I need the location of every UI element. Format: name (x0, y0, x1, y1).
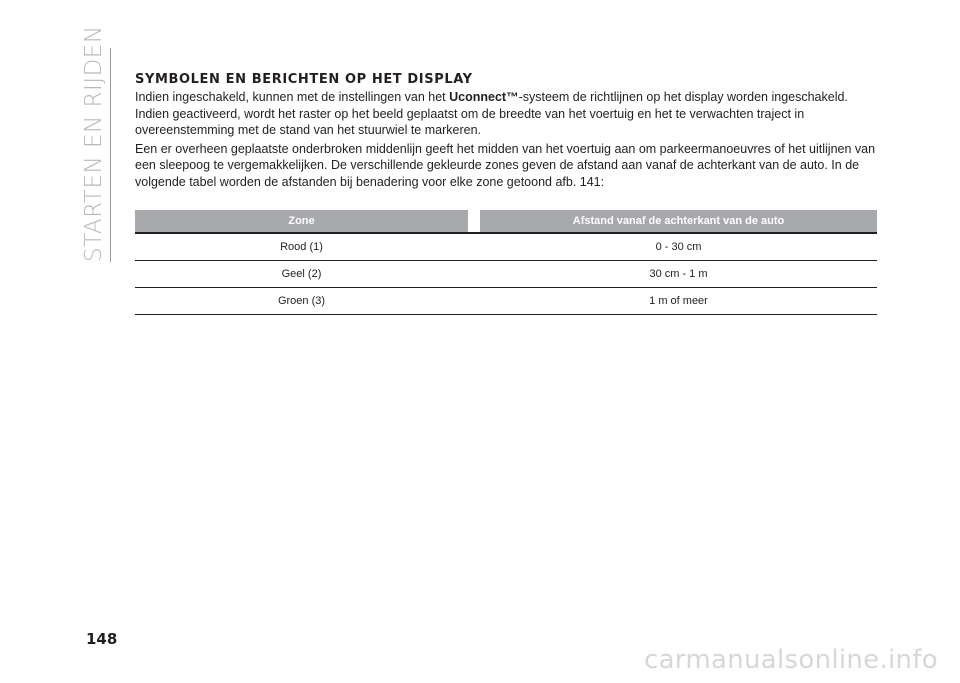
cell-gap (468, 261, 480, 288)
cell-gap (468, 233, 480, 261)
paragraph-1-text-b: -systeem de richtlijnen op het display worden ingeschakeld. Indien geactiveerd, wordt het raster op het beeld geplaatst om de breedte van het voertuig en het te verwachten traject in overeenstemming met de stand van het stuurwiel te markeren. (135, 90, 848, 137)
cell-zone: Rood (1) (135, 233, 468, 261)
cell-zone: Geel (2) (135, 261, 468, 288)
cell-gap (468, 288, 480, 315)
chapter-divider (110, 48, 111, 262)
section-heading: SYMBOLEN EN BERICHTEN OP HET DISPLAY (135, 72, 473, 87)
uconnect-brand: Uconnect™ (449, 90, 519, 104)
header-gap (468, 210, 480, 233)
page-number: 148 (86, 630, 118, 648)
paragraph-1-text-a: Indien ingeschakeld, kunnen met de instellingen van het (135, 90, 450, 104)
header-distance: Afstand vanaf de achterkant van de auto (480, 210, 877, 233)
watermark: carmanualsonline.info (643, 645, 938, 675)
table-row (135, 261, 877, 288)
cell-distance: 0 - 30 cm (480, 233, 877, 261)
zone-distance-table (135, 210, 877, 315)
header-zone: Zone (135, 210, 468, 233)
cell-zone: Groen (3) (135, 288, 468, 315)
paragraph-2: Een er overheen geplaatste onderbroken middenlijn geeft het midden van het voertuig aan om parkeermanoeuvres of het uitlijnen van een sleepoog te vergemakkelijken. De verschillende gekleurde zones geven de afstand aan vanaf de achterkant van de auto. In de volgende tabel worden de afstanden bij benadering voor elke zone getoond afb. 141: (135, 141, 876, 189)
paragraph-1 (135, 89, 880, 139)
cell-distance: 30 cm - 1 m (480, 261, 877, 288)
table-header-row (135, 210, 877, 233)
body-text (135, 89, 880, 192)
cell-distance: 1 m of meer (480, 288, 877, 315)
chapter-title: STARTEN EN RIJDEN (81, 25, 107, 262)
table-row (135, 233, 877, 261)
table-row (135, 288, 877, 315)
